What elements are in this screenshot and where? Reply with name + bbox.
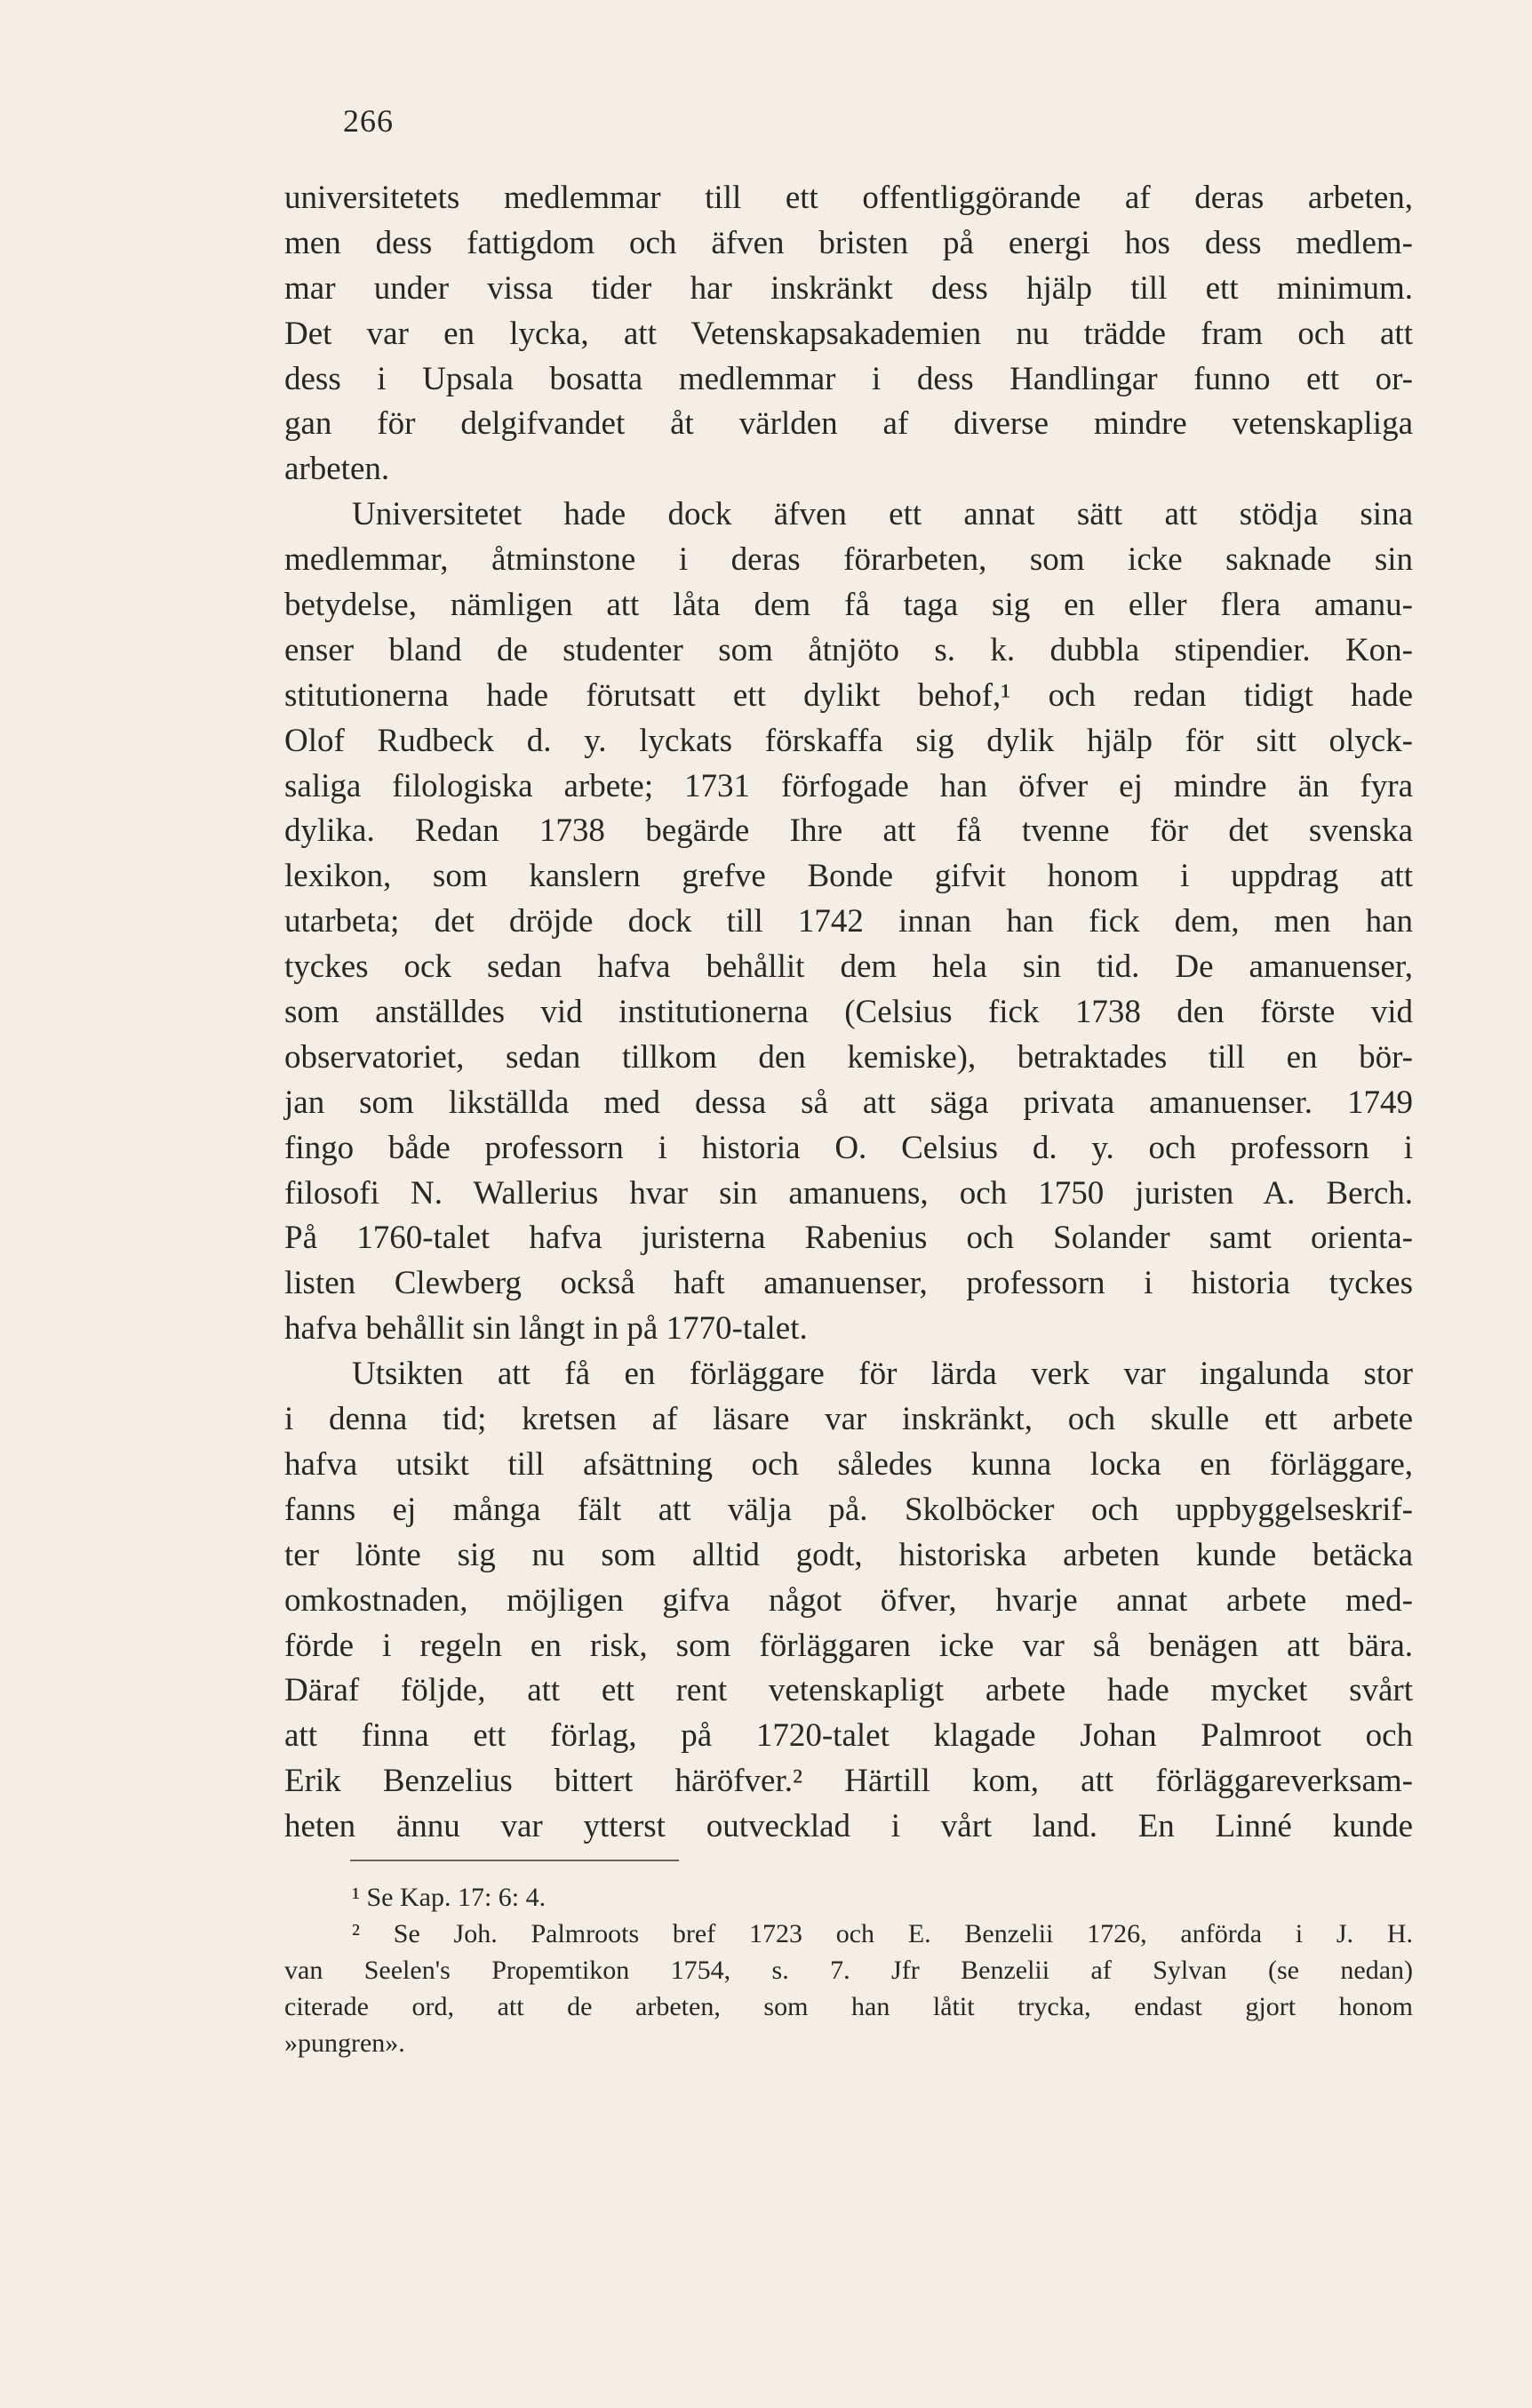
footnote-line: ² Se Joh. Palmroots bref 1723 och E. Benzelii 1726, anförda i J. H. [352, 1919, 1413, 1948]
footnote-line: »pungren». [284, 2028, 405, 2058]
text-line: Det var en lycka, att Vetenskapsakademien nu trädde fram och att [284, 315, 1413, 352]
text-line: jan som likställda med dessa så att säga privata amanuenser. 1749 [284, 1084, 1413, 1121]
text-line: tyckes ock sedan hafva behållit dem hela sin tid. De amanuenser, [284, 948, 1413, 986]
text-line: hafva utsikt till afsättning och således kunna locka en förläggare, [284, 1445, 1413, 1483]
text-line: som anställdes vid institutionerna (Celsius fick 1738 den förste vid [284, 994, 1413, 1031]
text-line: Universitetet hade dock äfven ett annat sätt att stödja sina [352, 496, 1413, 533]
text-line: Utsikten att få en förläggare för lärda verk var ingalunda stor [352, 1356, 1413, 1393]
body-text [284, 176, 1413, 1850]
text-line: På 1760-talet hafva juristerna Rabenius och Solander samt orienta- [284, 1220, 1413, 1257]
text-line: observatoriet, sedan tillkom den kemiske), betraktades till en bör- [284, 1038, 1413, 1076]
text-line: saliga filologiska arbete; 1731 förfogade han öfver ej mindre än fyra [284, 767, 1413, 804]
page-number: 266 [343, 103, 394, 139]
footnote-line: ¹ Se Kap. 17: 6: 4. [352, 1883, 547, 1912]
text-line: Olof Rudbeck d. y. lyckats förskaffa sig dylik hjälp för sitt olyck- [284, 722, 1413, 759]
footnote-line: citerade ord, att de arbeten, som han låtit trycka, endast gjort honom [284, 1992, 1413, 2021]
footnote-line: van Seelen's Propemtikon 1754, s. 7. Jfr Benzelii af Sylvan (se nedan) [284, 1956, 1413, 1985]
text-line: men dess fattigdom och äfven bristen på energi hos dess medlem- [284, 224, 1413, 261]
text-line: dess i Upsala bosatta medlemmar i dess Handlingar funno ett or- [284, 360, 1413, 397]
text-line: utarbeta; det dröjde dock till 1742 innan han fick dem, men han [284, 903, 1413, 940]
text-line: medlemmar, åtminstone i deras förarbeten, som icke saknade sin [284, 541, 1413, 579]
text-line: dylika. Redan 1738 begärde Ihre att få tvenne för det svenska [284, 812, 1413, 850]
text-line: fanns ej många fält att välja på. Skolböcker och uppbyggelseskrif- [284, 1491, 1413, 1528]
footnote-divider [350, 1860, 679, 1861]
text-line: fingo både professorn i historia O. Celsius d. y. och professorn i [284, 1129, 1413, 1166]
text-line: att finna ett förlag, på 1720-talet klagade Johan Palmroot och [284, 1717, 1413, 1755]
text-line: i denna tid; kretsen af läsare var inskränkt, och skulle ett arbete [284, 1401, 1413, 1438]
text-line: Erik Benzelius bittert häröfver.² Härtill kom, att förläggareverksam- [284, 1763, 1413, 1800]
text-line: universitetets medlemmar till ett offentliggörande af deras arbeten, [284, 180, 1413, 216]
text-line: ter lönte sig nu som alltid godt, historiska arbeten kunde betäcka [284, 1536, 1413, 1573]
text-line: hafva behållit sin långt in på 1770-talet. [284, 1310, 808, 1348]
text-line: mar under vissa tider har inskränkt dess hjälp till ett minimum. [284, 269, 1413, 307]
text-line: arbeten. [284, 451, 390, 488]
text-line: omkostnaden, möjligen gifva något öfver, hvarje annat arbete med- [284, 1581, 1413, 1619]
text-line: enser bland de studenter som åtnjöto s. k. dubbla stipendier. Kon- [284, 631, 1413, 668]
text-line: förde i regeln en risk, som förläggaren icke var så benägen att bära. [284, 1627, 1413, 1664]
text-line: lexikon, som kanslern grefve Bonde gifvit honom i uppdrag att [284, 858, 1413, 895]
text-line: listen Clewberg också haft amanuenser, professorn i historia tyckes [284, 1265, 1413, 1302]
text-line: betydelse, nämligen att låta dem få taga sig en eller flera amanu- [284, 587, 1413, 624]
footnotes [284, 1879, 1413, 2061]
text-line: Däraf följde, att ett rent vetenskapligt arbete hade mycket svårt [284, 1672, 1413, 1709]
text-line: filosofi N. Wallerius hvar sin amanuens, och 1750 juristen A. Berch. [284, 1174, 1413, 1212]
text-line: heten ännu var ytterst outvecklad i vårt land. En Linné kunde [284, 1808, 1413, 1845]
text-line: stitutionerna hade förutsatt ett dylikt behof,¹ och redan tidigt hade [284, 676, 1413, 714]
text-line: gan för delgifvandet åt världen af diverse mindre vetenskapliga [284, 405, 1413, 443]
